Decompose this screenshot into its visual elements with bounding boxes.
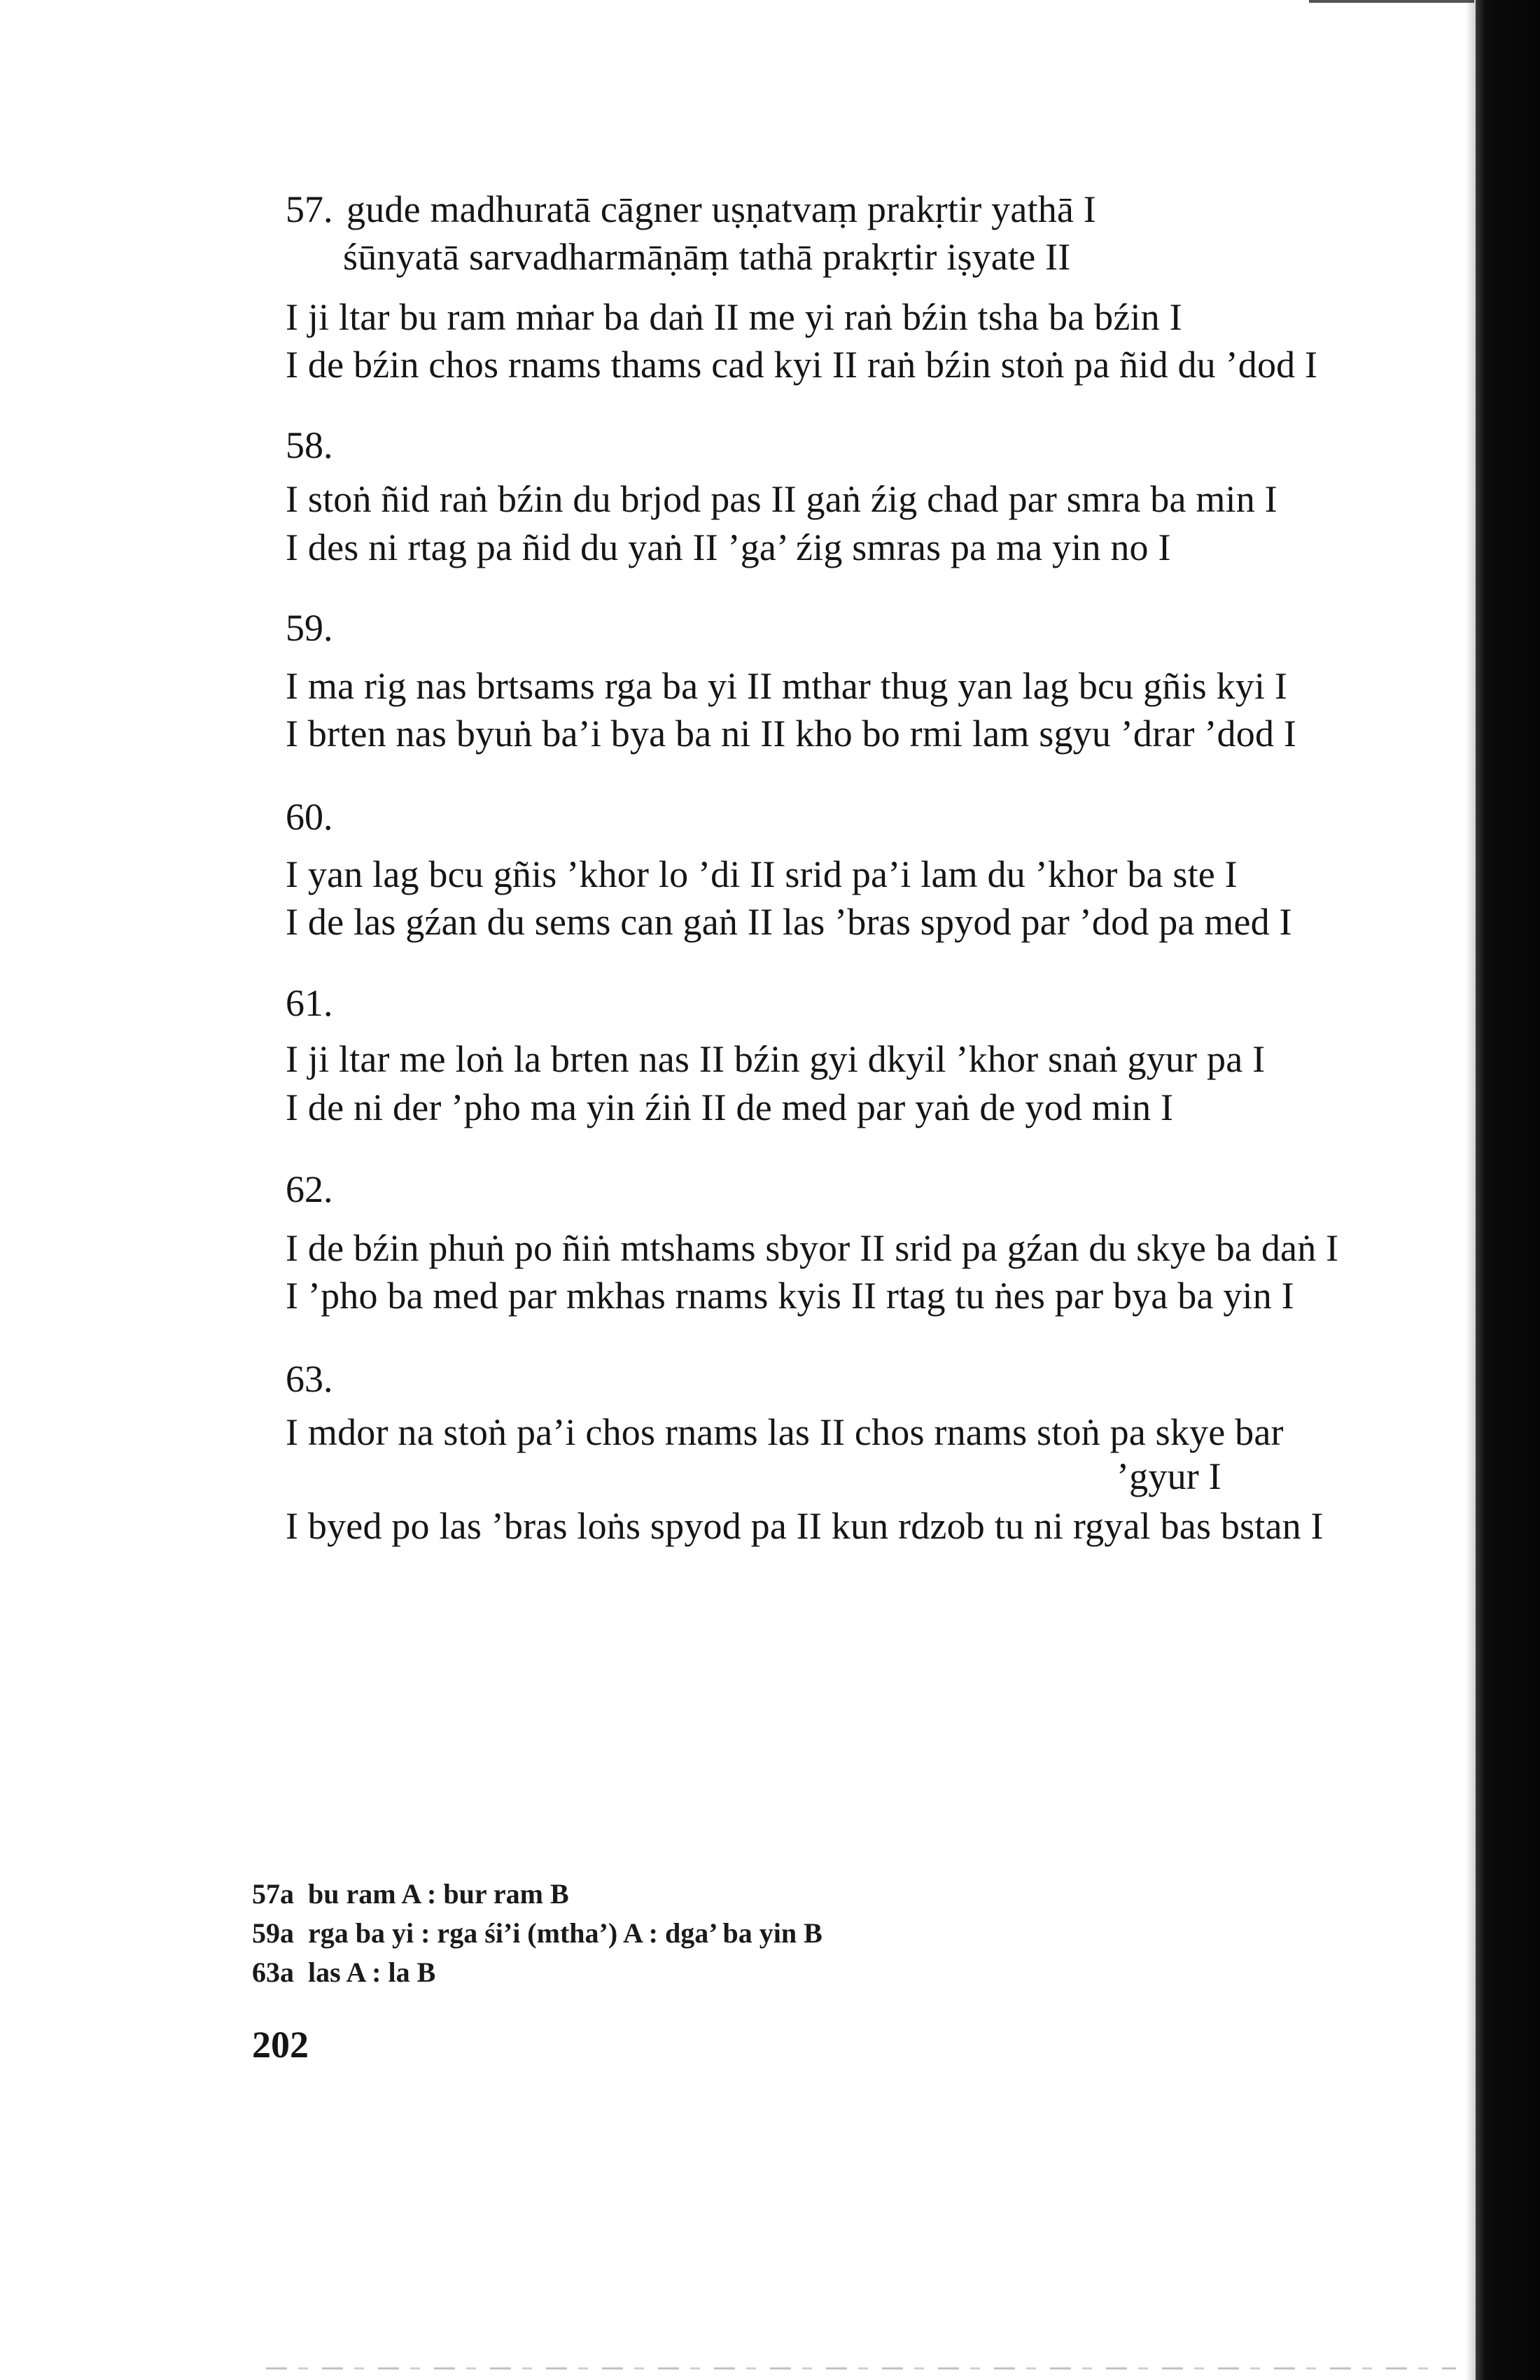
verse-number-59: 59. (286, 607, 333, 649)
verse-58-line-2: I des ni rtag pa ñid du yaṅ II ’ga’ źig smras pa ma yin no I (286, 526, 1171, 568)
verse-62-line-2: I ’pho ba med par mkhas rnams kyis II rtag tu ṅes par bya ba yin I (286, 1275, 1294, 1317)
verse-number-62: 62. (286, 1168, 333, 1210)
verse-60-line-1: I yan lag bcu gñis ’khor lo ’di II srid pa’i lam du ’khor ba ste I (286, 853, 1238, 895)
verse-57-line-4: I de bźin chos rnams thams cad kyi II raṅ bźin stoṅ pa ñid du ’dod I (286, 344, 1318, 386)
verse-number-60: 60. (286, 796, 333, 838)
verse-63-line-2: I byed po las ’bras loṅs spyod pa II kun rdzob tu ni rgyal bas bstan I (286, 1505, 1324, 1547)
verse-59-line-2: I brten nas byuṅ ba’i bya ba ni II kho bo rmi lam sgyu ’drar ’dod I (286, 713, 1297, 755)
verse-63-line-1: I mdor na stoṅ pa’i chos rnams las II chos rnams stoṅ pa skye bar (286, 1411, 1284, 1453)
footnote-59a: 59a rga ba yi : rga śi’i (mtha’) A : dga’ ba yin B (252, 1917, 822, 1949)
verse-59-line-1: I ma rig nas brtsams rga ba yi II mthar thug yan lag bcu gñis kyi I (286, 665, 1288, 707)
verse-number-57: 57. (286, 188, 333, 230)
verse-61-line-1: I ji ltar me loṅ la brten nas II bźin gyi dkyil ’khor snaṅ gyur pa I (286, 1038, 1266, 1080)
verse-61-line-2: I de ni der ’pho ma yin źiṅ II de med par yaṅ de yod min I (286, 1086, 1174, 1128)
verse-63-line-1-continuation: ’gyur I (1116, 1455, 1222, 1497)
verse-60-line-2: I de las gźan du sems can gaṅ II las ’bras spyod par ’dod pa med I (286, 901, 1292, 943)
verse-number-61: 61. (286, 982, 333, 1024)
scan-bottom-rule (266, 2367, 1456, 2370)
verse-58-line-1: I stoṅ ñid raṅ bźin du brjod pas II gaṅ źig chad par smra ba min I (286, 478, 1278, 520)
verse-57-line-3: I ji ltar bu ram mṅar ba daṅ II me yi raṅ bźin tsha ba bźin I (286, 296, 1182, 338)
scan-binding-edge (1476, 0, 1540, 2380)
verse-number-58: 58. (286, 424, 333, 466)
scan-top-rule (1309, 0, 1474, 3)
page-number: 202 (252, 2024, 309, 2066)
verse-57-line-2: śūnyatā sarvadharmāṇāṃ tathā prakṛtir iṣyate II (343, 236, 1071, 278)
verse-number-63: 63. (286, 1358, 333, 1400)
footnote-63a: 63a las A : la B (252, 1956, 436, 1988)
verse-62-line-1: I de bźin phuṅ po ñiṅ mtshams sbyor II srid pa gźan du skye ba daṅ I (286, 1227, 1339, 1269)
verse-57-line-1: gude madhuratā cāgner uṣṇatvaṃ prakṛtir yathā I (346, 188, 1096, 230)
scan-edge-shadow (1466, 0, 1476, 2380)
footnote-57a: 57a bu ram A : bur ram B (252, 1878, 569, 1910)
